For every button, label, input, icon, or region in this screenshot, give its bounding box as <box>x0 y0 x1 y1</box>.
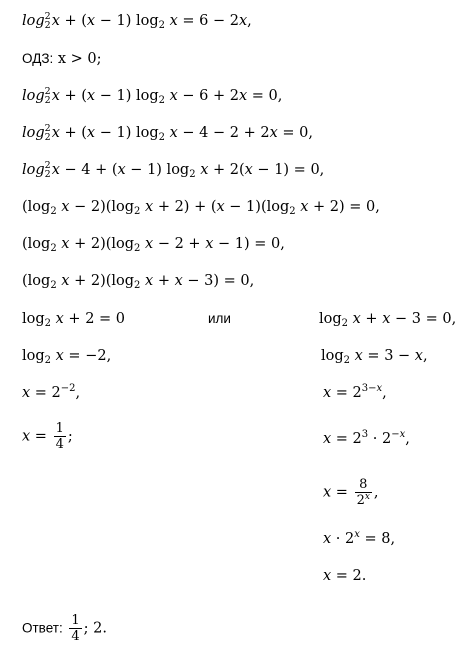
right-branch-1: $\log_2 x + x - 3 = 0$, <box>319 311 457 329</box>
equation-step-2: log 2 2 x + (x − 1) $\log_2 x - 4 - 2 + 2x = 0$, <box>22 123 313 143</box>
equation-step-6: ($\log_2$ $x + 2)(\log_2$ x + x − 3) = 0, <box>22 273 255 291</box>
equation-step-4: ($\log_2$ $x - 2)(\log_2$ $x + 2) + (x - 1)(\log_2$ x + 2) = 0, <box>22 199 380 217</box>
left-branch-4: x = $\frac{1}{4}$ ; <box>22 421 73 452</box>
right-branch-6: $x \cdot 2^x = 8$, <box>323 529 396 547</box>
equation-original: log 2 2 x + (x − 1) $\log_2 x = 6 - 2x$, <box>22 11 252 31</box>
equation-step-5: ($\log_2$ $x + 2)(\log_2$ x − 2 + x − 1) = 0, <box>22 236 285 254</box>
right-branch-2: $\log_2 x = 3 - x$, <box>321 348 428 366</box>
right-branch-3: $x = 2^{3-x}$, <box>323 383 387 401</box>
connector-or: или <box>208 311 231 326</box>
left-branch-1: $\log_2 x + 2 = 0$ <box>22 311 126 329</box>
domain-condition: ОДЗ: x > 0; <box>22 51 102 67</box>
right-branch-5: x = $\frac{8}{2^x}$ , <box>323 477 379 508</box>
answer-label: Ответ: <box>22 620 63 636</box>
left-branch-3: $x = 2^{-2}$, <box>22 383 81 401</box>
right-branch-4: $x = 2^3 \cdot 2^{-x}$, <box>323 429 410 447</box>
left-branch-2: $\log_2 x = -2$, <box>22 348 112 366</box>
answer: Ответ: $\frac{1}{4}$ ; 2. <box>22 613 107 644</box>
equation-step-3: log 2 2 x − 4 + (x − 1) $\log_2 x + 2(x - 1) = 0$, <box>22 160 325 180</box>
equation-step-1: log 2 2 x + (x − 1) $\log_2 x - 6 + 2x = 0$, <box>22 86 283 106</box>
right-branch-7: x = 2. <box>323 568 367 584</box>
